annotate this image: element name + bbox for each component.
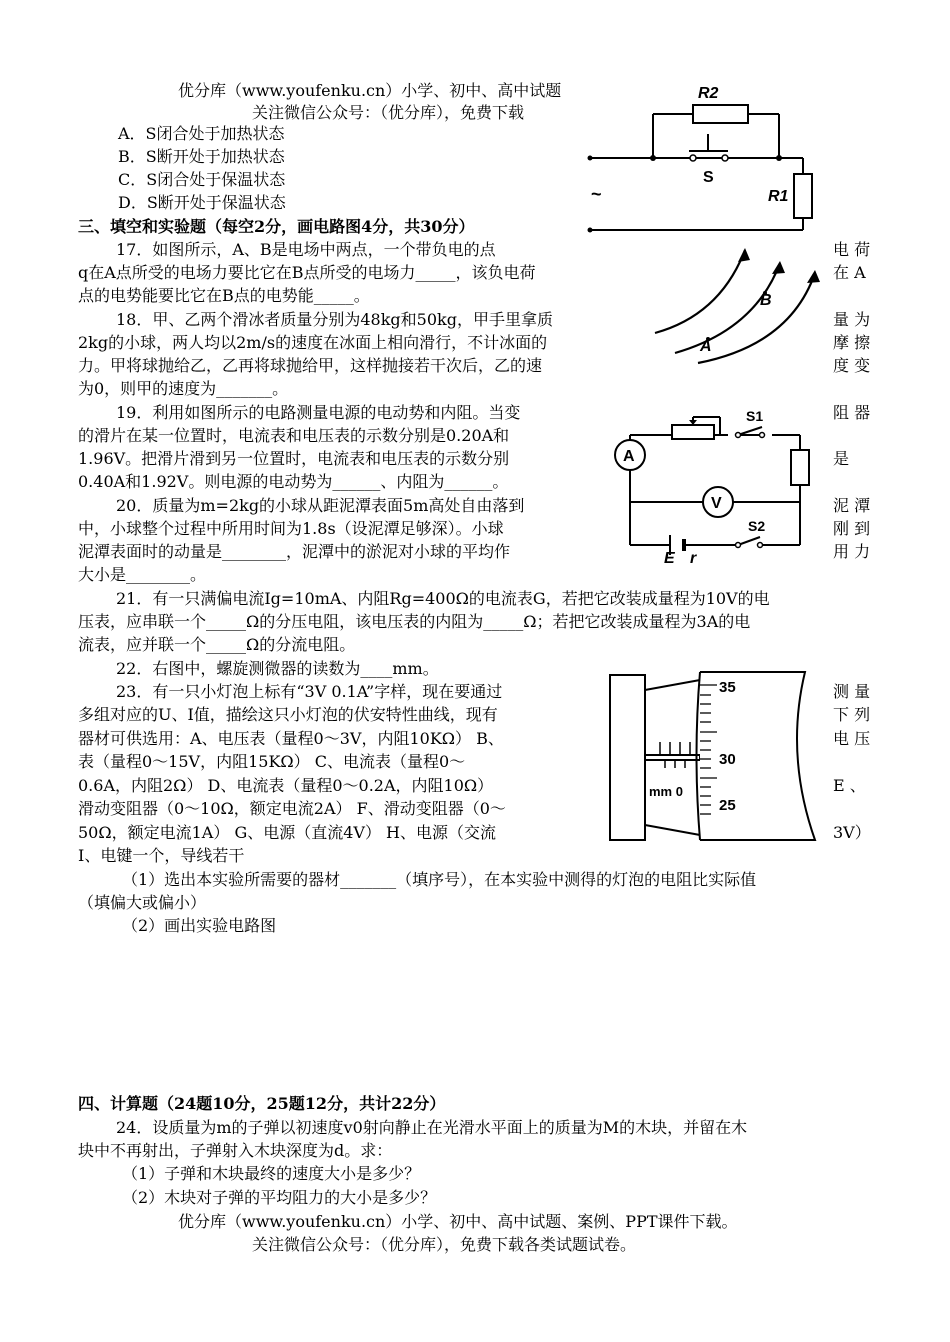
section-3-title: 三、填空和实验题（每空2分，画电路图4分，共30分） (78, 217, 475, 236)
q23-part-1: （1）选出本实验所需要的器材_______（填序号），在本实验中测得的灯泡的电阻比实际值 (122, 870, 757, 889)
q18-line-2-right: 摩 擦 (833, 333, 871, 352)
section-4-title: 四、计算题（24题10分，25题12分，共计22分） (78, 1094, 446, 1113)
r1-resistor (794, 174, 812, 218)
q24-line-1: 24．设质量为m的子弹以初速度v0射向静止在光滑水平面上的质量为M的木块，并留在木 (116, 1118, 748, 1137)
ac-symbol: ~ (591, 184, 602, 204)
q20-line-1: 20．质量为m=2kg的小球从距泥潭表面5m高处自由落到 (116, 496, 525, 515)
r2-label: R2 (698, 85, 719, 102)
q19-line-3: 1.96V。把滑片滑到另一位置时，电流表和电压表的示数分别 (78, 449, 510, 468)
q19-line-4: 0.40A和1.92V。则电源的电动势为______、内阻为______。 (78, 472, 509, 491)
q23-line-5: 0.6A，内阻2Ω） D、电流表（量程0～0.2A，内阻10Ω） (78, 776, 494, 795)
q20-line-1-right: 泥 潭 (833, 496, 871, 515)
q24-part-2: （2）木块对子弹的平均阻力的大小是多少？ (122, 1188, 437, 1207)
q17-line-1: 17．如图所示，A、B是电场中两点，一个带负电的点 (116, 240, 496, 259)
q24-part-1: （1）子弹和木块最终的速度大小是多少？ (122, 1164, 421, 1183)
q23-line-2: 多组对应的U、I值，描绘这只小灯泡的伏安特性曲线，现有 (78, 705, 498, 724)
q18-line-3-right: 度 变 (833, 356, 871, 375)
voltmeter-label: V (711, 495, 722, 512)
tick-35: 35 (719, 679, 736, 696)
option-b: B．S断开处于加热状态 (118, 147, 285, 166)
q23-line-4: 表（量程0～15V，内阻15KΩ） C、电流表（量程0～ (78, 752, 466, 771)
q19-line-2: 的滑片在某一位置时，电流表和电压表的示数分别是0.20A和 (78, 426, 510, 445)
q23-line-7-right: 3V） (833, 823, 871, 842)
tick-25: 25 (719, 797, 736, 814)
q18-line-2: 2kg的小球，两人均以2m/s的速度在冰面上相向滑行，不计冰面的 (78, 333, 548, 352)
heater-circuit-figure (585, 74, 825, 234)
rheostat (672, 425, 714, 439)
q20-line-2: 中，小球整个过程中所用时间为1.8s（设泥潭足够深）。小球 (78, 519, 504, 538)
option-d: D．S断开处于保温状态 (118, 193, 286, 212)
footer-line-1: 优分库（www.youfenku.cn）小学、初中、高中试题、案例、PPT课件下载。 (178, 1212, 738, 1231)
q23-line-2-right: 下 列 (833, 705, 871, 724)
q24-line-2: 块中不再射出，子弹射入木块深度为d。求： (78, 1141, 393, 1160)
q22-line: 22．右图中，螺旋测微器的读数为____mm。 (116, 659, 439, 678)
q23-line-1-right: 测 量 (833, 682, 871, 701)
q20-line-4: 大小是________。 (78, 565, 207, 584)
q21-line-3: 流表，应并联一个_____Ω的分流电阻。 (78, 635, 356, 654)
q23-line-3-right: 电 压 (833, 729, 871, 748)
point-a-label: A (700, 338, 712, 355)
q23-line-7: 50Ω，额定电流1A） G、电源（直流4V） H、电源（交流 (78, 823, 497, 842)
footer-line-2: 关注微信公众号：（优分库），免费下载各类试题试卷。 (252, 1235, 637, 1254)
q23-part-2: （2）画出实验电路图 (122, 916, 277, 935)
q19-line-1-right: 阻 器 (833, 403, 871, 422)
r2-resistor (693, 105, 748, 123)
internal-resistance-label: r (690, 550, 697, 565)
q20-line-3: 泥潭表面时的动量是________，泥潭中的淤泥对小球的平均作 (78, 542, 511, 561)
q23-part-1b: （填偏大或偏小） (78, 893, 207, 912)
option-a: A．S闭合处于加热状态 (118, 124, 285, 143)
q23-line-6: 滑动变阻器（0～10Ω，额定电流2A） F、滑动变阻器（0～ (78, 799, 506, 818)
q17-line-2: q在A点所受的电场力要比它在B点所受的电场力_____，该负电荷 (78, 263, 536, 282)
tick-30: 30 (719, 751, 736, 768)
header-line-2: 关注微信公众号：（优分库），免费下载 (252, 103, 525, 122)
resistor (791, 450, 809, 485)
q23-line-5-right: E 、 (833, 776, 866, 795)
header-line-1: 优分库（www.youfenku.cn）小学、初中、高中试题 (178, 81, 562, 100)
q20-line-3-right: 用 力 (833, 542, 871, 561)
emf-label: E (664, 550, 675, 565)
q19-line-1: 19．利用如图所示的电路测量电源的电动势和内阻。当变 (116, 403, 521, 422)
s-label: S (703, 169, 714, 186)
q19-line-3-right: 是 (833, 449, 850, 468)
q17-line-2-right: 在 A (833, 263, 866, 282)
q23-line-1: 23．有一只小灯泡上标有“3V 0.1A”字样，现在要通过 (116, 682, 503, 701)
s1-label: S1 (746, 408, 764, 424)
q18-line-4: 为0，则甲的速度为_______。 (78, 379, 289, 398)
point-b-label: B (760, 292, 772, 309)
q17-line-1-right: 电 荷 (833, 240, 871, 259)
q18-line-1-right: 量 为 (833, 310, 871, 329)
q18-line-1: 18．甲、乙两个滑冰者质量分别为48kg和50kg，甲手里拿质 (116, 310, 553, 329)
q20-line-2-right: 刚 到 (833, 519, 871, 538)
micrometer-figure (605, 660, 830, 850)
s2-label: S2 (748, 518, 766, 534)
emf-circuit-figure (610, 405, 815, 565)
q21-line-2: 压表，应串联一个_____Ω的分压电阻，该电压表的内阻为_____Ω；若把它改装成量程为3A的电 (78, 612, 751, 631)
electric-field-figure (650, 245, 825, 365)
q21-line-1: 21．有一只满偏电流Ig=10mA、内阻Rg=400Ω的电流表G，若把它改装成量程为10V的电 (116, 589, 770, 608)
q18-line-3: 力。甲将球抛给乙，乙再将球抛给甲，这样抛接若干次后，乙的速 (78, 356, 543, 375)
q17-line-3: 点的电势能要比它在B点的电势能_____。 (78, 286, 370, 305)
r1-label: R1 (768, 188, 789, 205)
mm-zero-label: mm 0 (649, 784, 683, 799)
option-c: C．S闭合处于保温状态 (118, 170, 286, 189)
q23-line-8: I、电键一个，导线若干 (78, 846, 245, 865)
q23-line-3: 器材可供选用：A、电压表（量程0～3V，内阻10KΩ） B、 (78, 729, 504, 748)
ammeter-label: A (623, 448, 635, 465)
